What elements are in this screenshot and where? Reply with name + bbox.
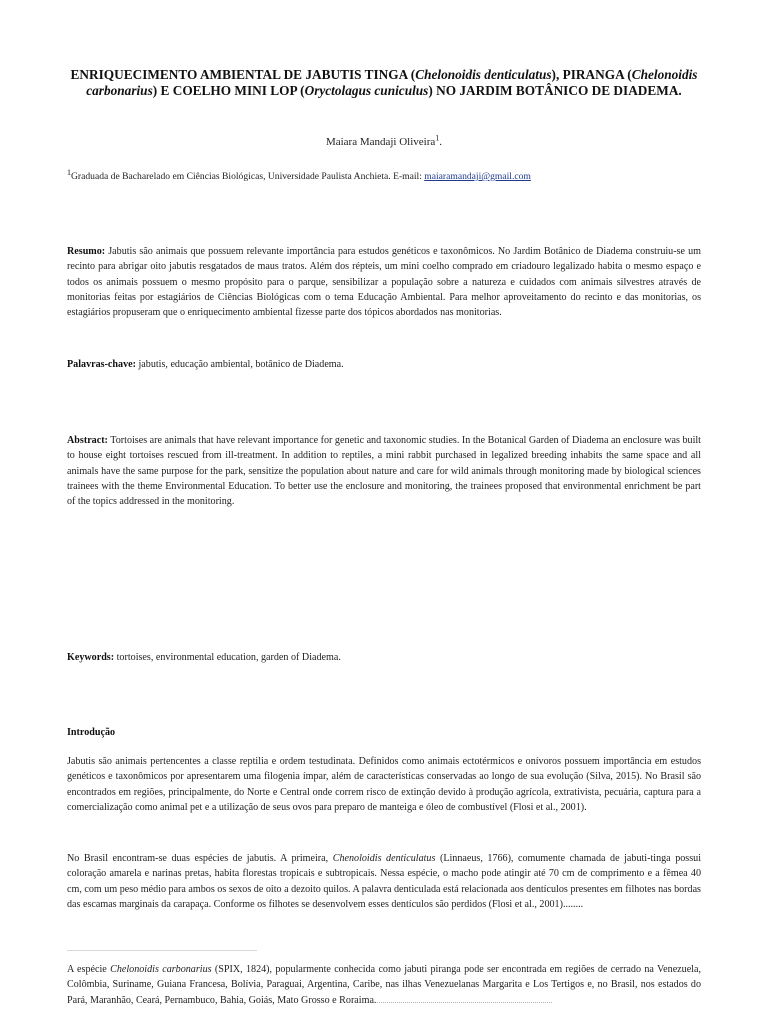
resumo-label: Resumo: bbox=[67, 246, 106, 257]
affiliation-text: Graduada de Bacharelado em Ciências Biológicas, Universidade Paulista Anchieta. E-mail: bbox=[71, 171, 425, 182]
keywords-label: Keywords: bbox=[67, 652, 115, 663]
species-name: Chenoloidis denticulatus bbox=[332, 853, 436, 864]
keywords-text: tortoises, environmental education, garden of Diadema. bbox=[114, 652, 341, 663]
intro-p2-text: No Brasil encontram-se duas espécies de jabutis. A primeira, bbox=[67, 853, 333, 864]
palavras-label: Palavras-chave: bbox=[67, 359, 136, 370]
title-species: Oryctolagus cuniculus bbox=[304, 83, 429, 98]
intro-paragraph-1: Jabutis são animais pertencentes a classe reptilia e ordem testudinata. Definidos como animais ectotérmicos e onívoros possuem importância em estudos genéticos e taxonômicos por apresentarem uma filogenia ímpar, além de características conservadas ao longo de sua evolução (Silva, 2015). No Brasil são encontrados em regiões, principalmente, do Norte e Central onde correm risco de extinção devido à produção agrícola, extrativista, pecuária, captura para a comercialização como animal pet e a utilização de seus ovos para preparo de manteiga e óleo de combustível (Flosi et al., 2001). bbox=[67, 756, 701, 813]
trailing-dots: ........................................................................................ bbox=[376, 995, 553, 1005]
paper-title bbox=[67, 67, 701, 99]
affiliation bbox=[67, 167, 707, 183]
title-text: ), PIRANGA ( bbox=[551, 67, 632, 82]
separator-dots: ............................................................................................... bbox=[67, 944, 257, 953]
section-heading-introducao: Introdução bbox=[67, 727, 116, 738]
resumo-text: Jabutis são animais que possuem relevante importância para estudos genéticos e taxonômicos. No Jardim Botânico de Diadema construiu-se um recinto para abrigar oito jabutis resgatados de maus tratos. Além dos répteis, um mini coelho comprado em criadouro legalizado habita o mesmo espaço e todos os animais possuem o mesmo propósito para o parque, sensibilizar a população sobre a natureza e cuidados com animais silvestres através de monitorias feitas por estagiários de Ciências Biológicas com o tema Educação Ambiental. Para melhor aproveitamento do recinto e das monitorias, os estagiários propuseram que o enriquecimento ambiental fizesse parte dos tópicos abordados nas monitorias. bbox=[67, 246, 701, 319]
resumo-paragraph bbox=[67, 244, 701, 320]
intro-paragraph-2 bbox=[67, 851, 701, 912]
keywords bbox=[67, 650, 701, 665]
intro-paragraph-3 bbox=[67, 962, 701, 1008]
intro-p3-text: A espécie bbox=[67, 964, 111, 975]
author-suffix: . bbox=[439, 136, 443, 148]
title-species: Chelonoidis denticulatus bbox=[415, 67, 552, 82]
palavras-text: jabutis, educação ambiental, botânico de Diadema. bbox=[135, 359, 344, 370]
intro-p3-text: (SPIX, 1824), popularmente conhecida como jabuti piranga pode ser encontrada em regiões de cerrado na Venezuela, Colômbia, Suriname, Guiana Francesa, Bolívia, Paraguai, Argentina, Caribe, nas ilhas Venezuelanas Margarita e Los Tertigos e, no Brasil, nos estados do Pará, Maranhão, Ceará, Pernambuco, Bahia, Goiás, Mato Grosso e Roraima. bbox=[67, 964, 701, 1006]
intro-p2-text: (Linnaeus, 1766), comumente chamada de jabuti-tinga possui coloração amarela e narinas pretas, habita florestas tropicais e subtropicais. Nessa espécie, o macho pode atingir até 70 cm de comprimento e a fêmea 40 cm, com um peso médio para ambos os sexos de oito a dezoito quilos. A palavra denticulada está relacionada aos dentículos presentes em filhotes nas bordas das escamas marginais da carapaça. Conforme os filhotes se desenvolvem esses dentículos são perdidos (Flosi et al., 2001)........ bbox=[67, 853, 701, 910]
abstract-label: Abstract: bbox=[67, 435, 108, 446]
abstract-paragraph bbox=[67, 433, 701, 509]
title-text: ) NO JARDIM BOTÂNICO DE DIADEMA. bbox=[428, 83, 682, 98]
title-species: Chelonoidis carbonarius bbox=[86, 67, 698, 98]
abstract-text: Tortoises are animals that have relevant importance for genetic and taxonomic studies. In the Botanical Garden of Diadema an enclosure was built to house eight tortoises rescued from ill-treatment. In addition to reptiles, a mini rabbit purchased in legalized breeding inhabits the same space and all animals have the same purpose for the park, sensitize the population about nature and care for wild animals through monitoring made by biological sciences trainees with the theme Environmental Education. To better use the enclosure and monitoring, the trainees proposed that environmental enrichment be part of the topics addressed in the monitoring. bbox=[67, 435, 701, 508]
title-text: ENRIQUECIMENTO AMBIENTAL DE JABUTIS TINGA ( bbox=[70, 67, 416, 82]
title-text: ) E COELHO MINI LOP ( bbox=[152, 83, 305, 98]
author-footnote-mark: 1 bbox=[435, 133, 440, 143]
species-name: Chelonoidis carbonarius bbox=[110, 964, 212, 975]
palavras-chave bbox=[67, 357, 701, 372]
author-line bbox=[67, 135, 701, 149]
author-name: Maiara Mandaji Oliveira bbox=[325, 136, 436, 148]
affiliation-mark: 1 bbox=[67, 167, 71, 177]
email-link[interactable]: maiaramandaji@gmail.com bbox=[424, 171, 531, 182]
